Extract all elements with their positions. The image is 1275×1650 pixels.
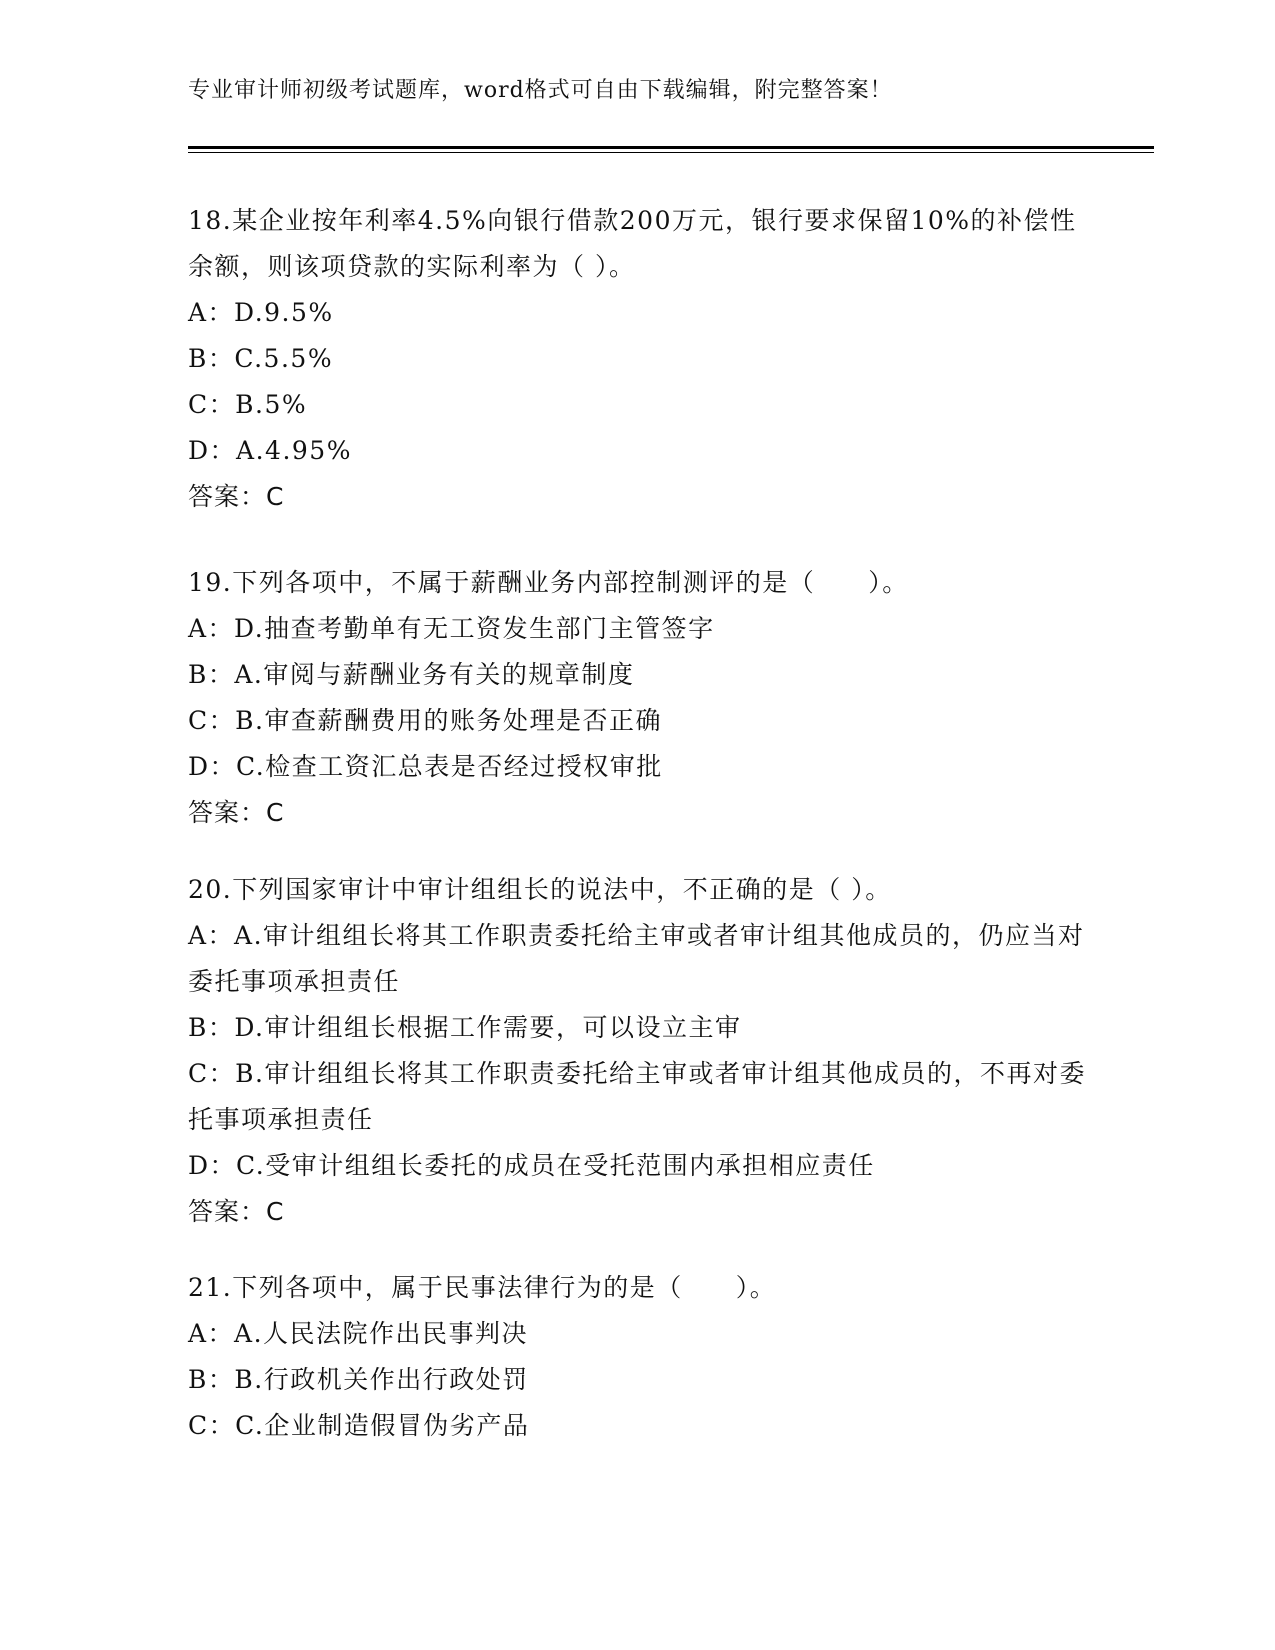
option-d: D：A.4.95%	[188, 436, 352, 465]
header-rule-thick	[188, 146, 1154, 149]
option-b: B：D.审计组组长根据工作需要，可以设立主审	[188, 1013, 742, 1042]
option-b: B：A.审阅与薪酬业务有关的规章制度	[188, 660, 635, 689]
document-header: 专业审计师初级考试题库，word格式可自由下载编辑，附完整答案！	[188, 78, 893, 103]
option-b: B：C.5.5%	[188, 344, 334, 373]
question-stem: 21.下列各项中，属于民事法律行为的是（ ）。	[188, 1273, 777, 1302]
option-a: A：D.9.5%	[188, 298, 334, 327]
option-a: A：A.审计组组长将其工作职责委托给主审或者审计组其他成员的，仍应当对委托事项承担责任	[188, 921, 1085, 996]
question-21	[188, 1265, 1088, 1449]
option-c: C：C.企业制造假冒伪劣产品	[188, 1411, 530, 1440]
option-a: A：A.人民法院作出民事判决	[188, 1319, 529, 1348]
option-c: C：B.审计组组长将其工作职责委托给主审或者审计组其他成员的，不再对委托事项承担责任	[188, 1059, 1086, 1134]
header-rule-thin	[188, 152, 1154, 153]
option-a: A：D.抽查考勤单有无工资发生部门主管签字	[188, 614, 715, 643]
answer: 答案：C	[188, 482, 285, 511]
question-stem: 19.下列各项中，不属于薪酬业务内部控制测评的是（ ）。	[188, 568, 909, 597]
answer: 答案：C	[188, 1197, 285, 1226]
question-stem: 18.某企业按年利率4.5%向银行借款200万元，银行要求保留10%的补偿性余额，则该项贷款的实际利率为（ ）。	[188, 206, 1077, 281]
option-c: C：B.审查薪酬费用的账务处理是否正确	[188, 706, 662, 735]
option-b: B：B.行政机关作出行政处罚	[188, 1365, 529, 1394]
option-d: D：C.受审计组组长委托的成员在受托范围内承担相应责任	[188, 1151, 875, 1180]
option-d: D：C.检查工资汇总表是否经过授权审批	[188, 752, 663, 781]
question-18	[188, 198, 1088, 520]
option-c: C：B.5%	[188, 390, 308, 419]
answer: 答案：C	[188, 798, 285, 827]
question-stem: 20.下列国家审计中审计组组长的说法中，不正确的是（ ）。	[188, 875, 892, 904]
question-20	[188, 867, 1088, 1235]
question-19	[188, 560, 1088, 836]
